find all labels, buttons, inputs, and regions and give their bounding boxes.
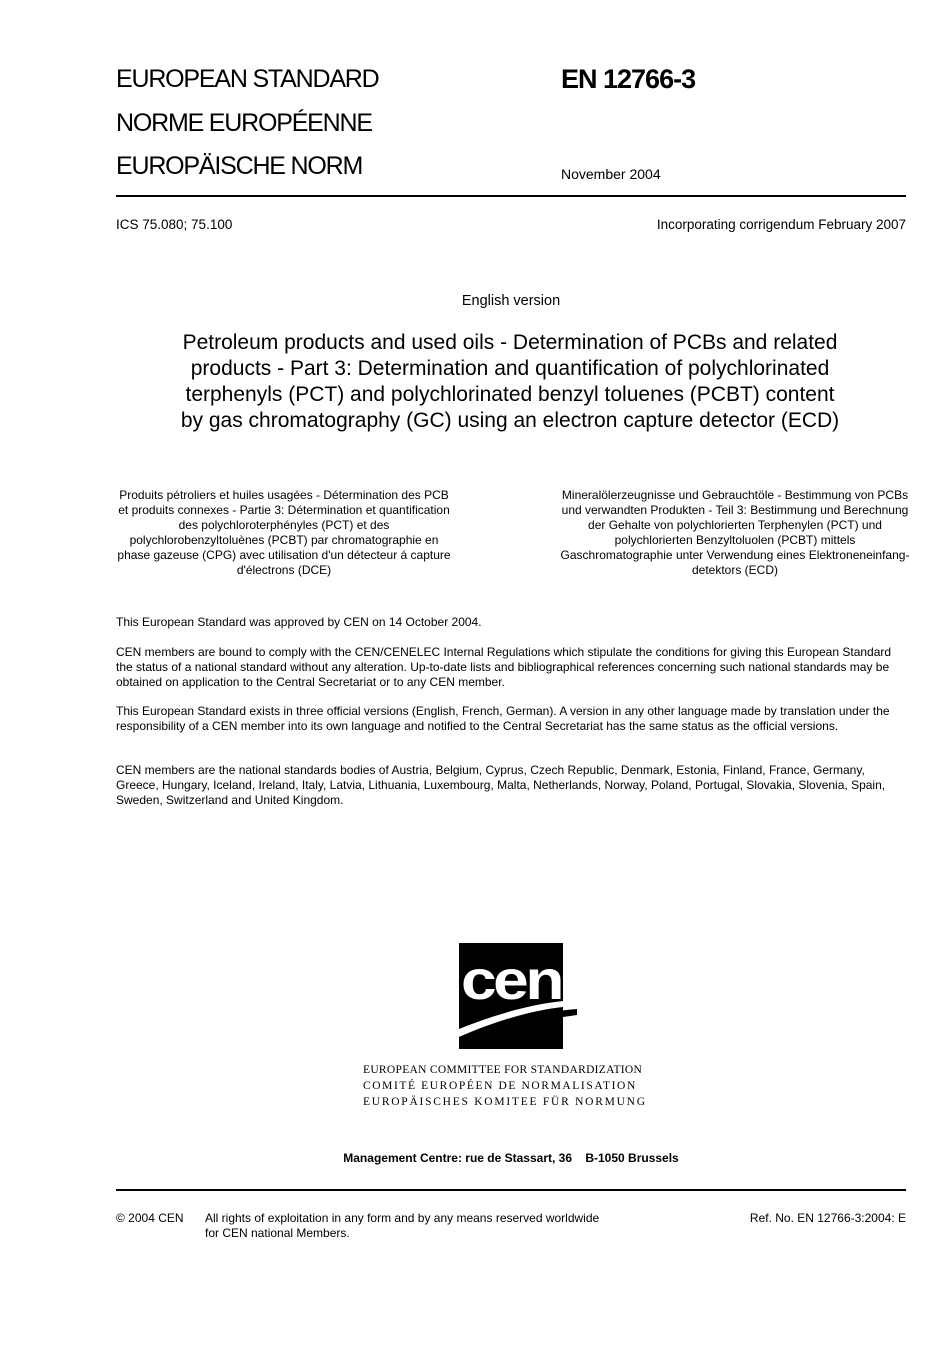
reference-number: Ref. No. EN 12766-3:2004: E — [749, 1211, 906, 1225]
rights-statement: All rights of exploitation in any form and by any means reserved worldwide for CEN national Members. — [205, 1211, 600, 1240]
standard-number: EN 12766-3 — [561, 64, 696, 94]
ics-code: ICS 75.080; 75.100 — [116, 217, 233, 232]
committee-name-german: EUROPÄISCHES KOMITEE FÜR NORMUNG — [363, 1096, 647, 1108]
cen-logo — [459, 943, 577, 1049]
document-title: Petroleum products and used oils - Determination of PCBs and related products - Part 3: Determination and quantification of polychlorinated terphenyls (PCT) and polychlorinated benzyl toluenes (PCBT) content by gas chromatography (GC) using an electron capture detector (ECD) — [180, 331, 840, 432]
language-version: English version — [461, 293, 561, 309]
copyright: © 2004 CEN — [116, 1211, 184, 1225]
members-paragraph: CEN members are the national standards bodies of Austria, Belgium, Cyprus, Czech Republic, Denmark, Estonia, Finland, France, Germany, Greece, Hungary, Iceland, Ireland, Italy, Latvia, Lithuania, Luxembourg, Malta, Netherlands, Norway, Poland, Portugal, Slovakia, Slovenia, Spain, Sweden, Switzerland and United Kingdom. — [116, 763, 886, 807]
french-subtitle: Produits pétroliers et huiles usagées - Détermination des PCB et produits connexes - Partie 3: Détermination et quantification des polychloroterphényles (PCT) et des polychlorobenzyltoluènes (PCBT) par chromatographie en phase gazeuse (CPG) avec utilisation d'un détecteur á capture d'électrons (DCE) — [117, 488, 451, 577]
standard-name-english: EUROPEAN STANDARD — [116, 65, 379, 93]
versions-paragraph: This European Standard exists in three official versions (English, French, German). A version in any other language made by translation under the responsibility of a CEN member into its own language and notified to the Central Secretariat has the same status as the official versions. — [116, 704, 890, 733]
committee-name-french: COMITÉ EUROPÉEN DE NORMALISATION — [363, 1080, 637, 1092]
footer-divider — [116, 1189, 906, 1191]
german-subtitle: Mineralölerzeugnisse und Gebrauchtöle - Bestimmung von PCBs und verwandten Produkten - Teil 3: Bestimmung und Berechnung der Gehalte von polychlorierten Terphenylen (PCT) und polychlorierten Benzyltoluolen (PCBT) mittels Gaschromatographie unter Verwendung eines Elektroneneinfang-detektors (ECD) — [560, 488, 910, 577]
committee-name-english: EUROPEAN COMMITTEE FOR STANDARDIZATION — [363, 1064, 643, 1076]
standard-name-german: EUROPÄISCHE NORM — [116, 152, 363, 180]
corrigendum-note: Incorporating corrigendum February 2007 — [656, 217, 906, 232]
management-centre: Management Centre: rue de Stassart, 36 B-1050 Brussels — [343, 1151, 679, 1165]
approval-paragraph: This European Standard was approved by CEN on 14 October 2004. — [116, 615, 482, 629]
publication-date: November 2004 — [561, 166, 661, 182]
standard-name-french: NORME EUROPÉENNE — [116, 109, 372, 137]
compliance-paragraph: CEN members are bound to comply with the CEN/CENELEC Internal Regulations which stipulate the conditions for giving this European Standard the status of a national standard without any alteration. Up-to-date lists and bibliographical references concerning such national standards may be obtained on application to the Central Secretariat or to any CEN member. — [116, 645, 892, 689]
header-divider — [116, 195, 906, 197]
committee-names — [363, 1062, 647, 1110]
cen-logo-text: cen — [461, 948, 561, 1011]
